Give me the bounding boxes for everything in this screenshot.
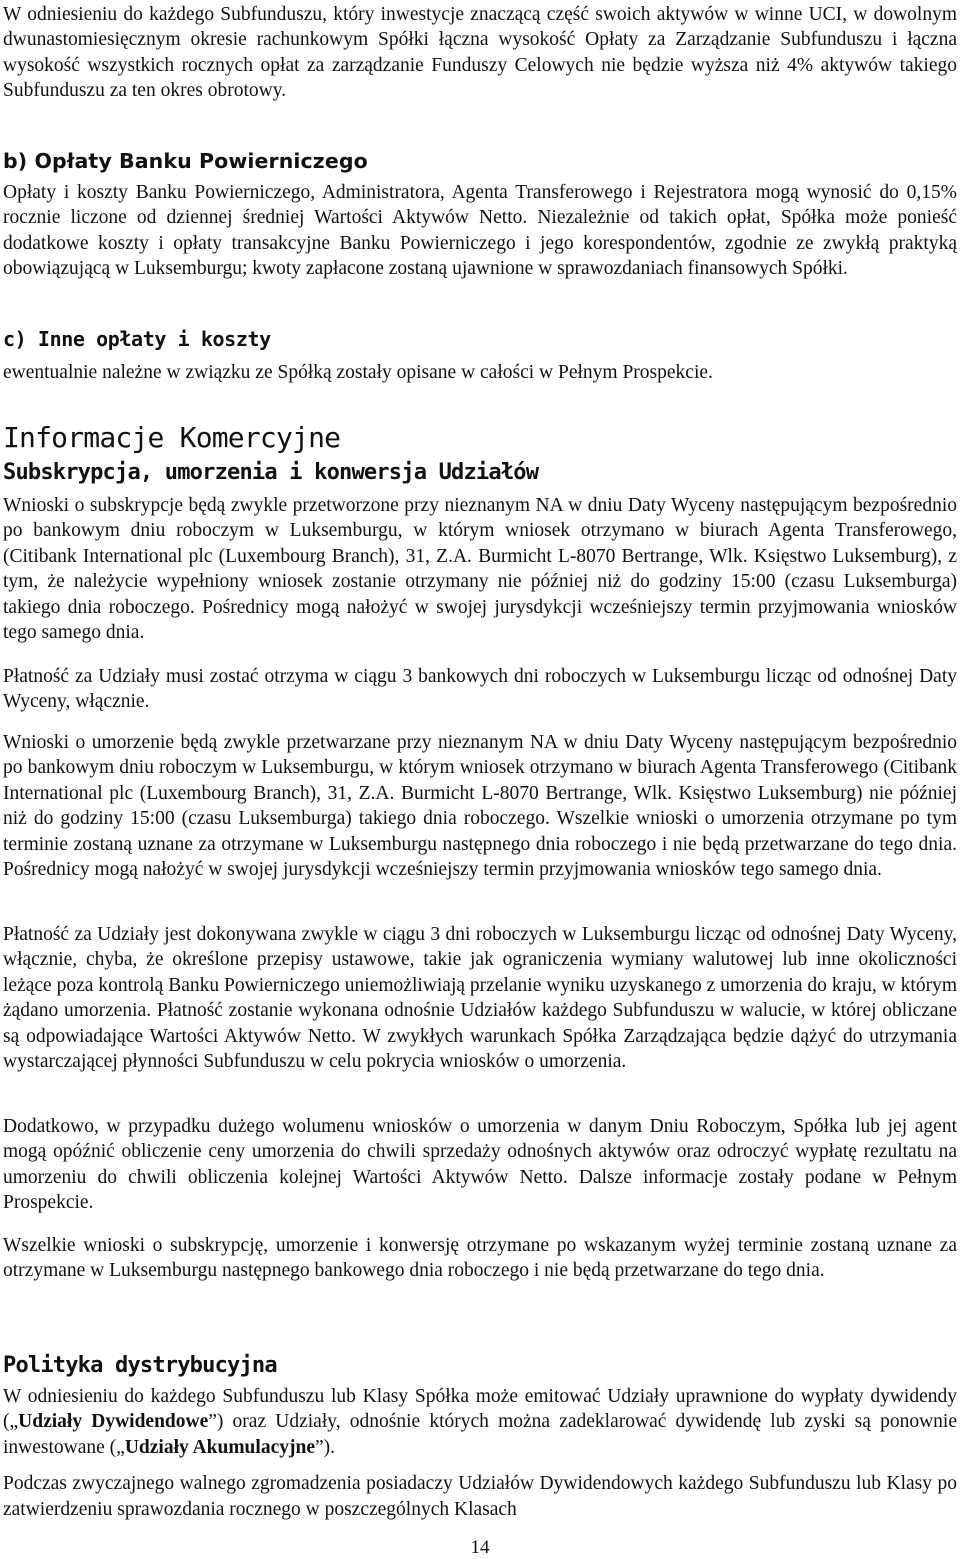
distribution-p1-text-1: W odniesieniu do każdego Subfunduszu lub Klasy Spółka może emitować Udziały uprawnione do wypłaty dywidendy („ bbox=[3, 1386, 957, 1433]
commercial-paragraph-2-wrap bbox=[3, 664, 957, 715]
distribution-heading: Polityka dystrybucyjna bbox=[3, 1353, 277, 1378]
commercial-paragraph-6-wrap bbox=[3, 1233, 957, 1284]
distribution-paragraph-1 bbox=[3, 1384, 957, 1460]
intro-paragraph: W odniesieniu do każdego Subfunduszu, który inwestycje znaczącą część swoich aktywów w winne UCI, w dowolnym dwunastomiesięcznym okresie rachunkowym Spółki łączna wysokość Opłaty za Zarządzanie Subfunduszu i łączna wysokość wszystkich rocznych opłat za zarządzanie Funduszy Celowych nie będzie wyższa niż 4% aktywów takiego Subfunduszu za ten okres obrotowy. bbox=[3, 4, 957, 102]
distribution-paragraph-2: Podczas zwyczajnego walnego zgromadzenia posiadaczy Udziałów Dywidendowych każdego Subfunduszu lub Klasy po zatwierdzeniu sprawozdania rocznego w poszczególnych Klasach bbox=[3, 1473, 957, 1520]
commercial-heading: Informacje Komercyjne bbox=[3, 421, 341, 454]
page-number: 14 bbox=[470, 1537, 490, 1558]
dividend-shares-term: Udziały Dywidendowe bbox=[18, 1411, 209, 1433]
commercial-subheading: Subskrypcja, umorzenia i konwersja Udziałów bbox=[3, 460, 539, 485]
section-c bbox=[3, 326, 957, 385]
commercial-paragraph-4: Płatność za Udziały jest dokonywana zwykle w ciągu 3 dni roboczych w Luksemburgu licząc od odnośnej Daty Wyceny, włącznie, chyba, że określone przepisy ustawowe, takie jak ograniczenia wymiany walutowej lub inne okoliczności leżące poza kontrolą Banku Powierniczego uniemożliwiają przelanie wyniku uzyskanego z umorzenia do kraju, w którym żądano umorzenia. Płatność zostanie wykonana odnośnie Udziałów każdego Subfunduszu w walucie, w której obliczane są odpowiadające Wartości Aktywów Netto. W zwykłych warunkach Spółka Zarządzająca będzie dążyć do utrzymania wystarczającej płynności Subfunduszu w celu pokrycia wniosków o umorzenia. bbox=[3, 924, 957, 1073]
commercial-paragraph-3: Wnioski o umorzenie będą zwykle przetwarzane przy nieznanym NA w dniu Daty Wyceny następującym bezpośrednio po bankowym dniu roboczym w Luksemburgu, w którym wniosek otrzymano w biurach Agenta Transferowego (Citibank International plc (Luxembourg Branch), 31, Z.A. Burmicht L-8070 Bertrange, Wlk. Księstwo Luksemburg) nie później niż do godziny 15:00 (czasu Luksemburga) takiego dnia roboczego. Wszelkie wnioski o umorzenia otrzymane po tym terminie zostaną uznane za otrzymane w Luksemburgu następnego dnia roboczego i nie będą przetwarzane do tego dnia. Pośrednicy mogą nałożyć w swojej jurysdykcji wcześniejszy termin przyjmowania wniosków tego samego dnia. bbox=[3, 732, 957, 881]
distribution-section bbox=[3, 1352, 957, 1522]
commercial-section bbox=[3, 421, 957, 487]
commercial-paragraph-1-wrap bbox=[3, 493, 957, 645]
commercial-paragraph-6: Wszelkie wnioski o subskrypcję, umorzenie i konwersję otrzymane po wskazanym wyżej terminie zostaną uznane za otrzymane w Luksemburgu następnego bankowego dnia roboczego i nie będą przetwarzane do tego dnia. bbox=[3, 1235, 957, 1282]
section-c-heading: c) Inne opłaty i koszty bbox=[3, 327, 271, 351]
section-b-text: Opłaty i koszty Banku Powierniczego, Administratora, Agenta Transferowego i Rejestratora mogą wynosić do 0,15% rocznie liczone od dziennej średniej Wartości Aktywów Netto. Niezależnie od takich opłat, Spółka może ponieść dodatkowe koszty i opłaty transakcyjne Banku Powierniczego i jego korespondentów, zgodnie ze zwykłą praktyką obowiązującą w Luksemburgu; kwoty zapłacone zostaną ujawnione w sprawozdaniach finansowych Spółki. bbox=[3, 182, 957, 280]
distribution-p1-text-2: ”) oraz Udziały, odnośnie których można zadeklarować dywidendę lub zyski są ponownie inwestowane („ bbox=[3, 1411, 957, 1458]
commercial-paragraph-3-wrap bbox=[3, 730, 957, 882]
section-c-text: ewentualnie należne w związku ze Spółką zostały opisane w całości w Pełnym Prospekcie. bbox=[3, 362, 713, 383]
commercial-paragraph-1: Wnioski o subskrypcje będą zwykle przetworzone przy nieznanym NA w dniu Daty Wyceny następującym bezpośrednio po bankowym dniu roboczym w Luksemburgu, w którym wniosek otrzymano w biurach Agenta Transferowego, (Citibank International plc (Luxembourg Branch), 31, Z.A. Burmicht L-8070 Bertrange, Wlk. Księstwo Luksemburg), z tym, że należycie wypełniony wniosek zostanie otrzymany nie później niż do godziny 15:00 (czasu Luksemburga) takiego dnia roboczego. Pośrednicy mogą nałożyć w swojej jurysdykcji wcześniejszy termin przyjmowania wniosków tego samego dnia. bbox=[3, 495, 957, 644]
distribution-p1-text-3: ”). bbox=[314, 1436, 336, 1458]
section-b-heading: b) Opłaty Banku Powierniczego bbox=[3, 149, 368, 173]
commercial-paragraph-5: Dodatkowo, w przypadku dużego wolumenu wniosków o umorzenia w danym Dniu Roboczym, Spółka lub jej agent mogą opóźnić obliczenie ceny umorzenia do chwili sprzedaży odnośnych aktywów oraz odroczyć wypłatę rezultatu na umorzeniu do chwili obliczenia kolejnej Wartości Aktywów Netto. Dalsze informacje zostały podane w Pełnym Prospekcie. bbox=[3, 1116, 957, 1214]
commercial-paragraph-2: Płatność za Udziały musi zostać otrzyma w ciągu 3 bankowych dni roboczych w Luksemburgu licząc od odnośnej Daty Wyceny, włącznie. bbox=[3, 666, 957, 713]
section-b bbox=[3, 148, 957, 282]
accumulation-shares-term: Udziały Akumulacyjne bbox=[124, 1436, 315, 1458]
commercial-paragraph-5-wrap bbox=[3, 1114, 957, 1216]
intro-section bbox=[3, 2, 957, 104]
commercial-paragraph-4-wrap bbox=[3, 922, 957, 1074]
